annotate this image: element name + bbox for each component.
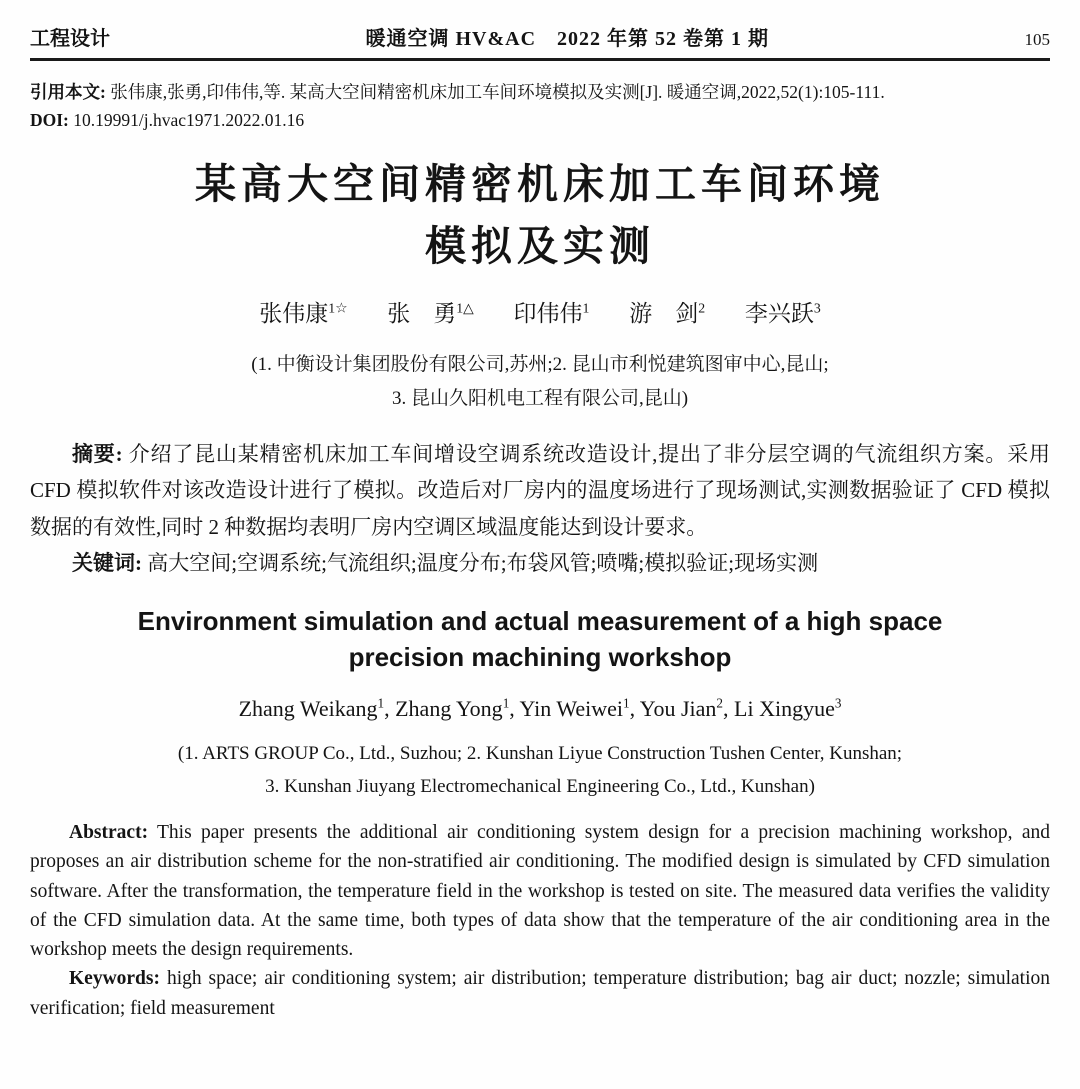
abstract-zh-text: 介绍了昆山某精密机床加工车间增设空调系统改造设计,提出了非分层空调的气流组织方案。采用 CFD 模拟软件对该改造设计进行了模拟。改造后对厂房内的温度场进行了现场测试,实测数据验证了 CFD 模拟数据的有效性,同时 2 种数据均表明厂房内空调区域温度能达到设计要求。 [30, 442, 1051, 539]
author-zh [745, 301, 821, 326]
author-en-name: Yin Weiwei [519, 695, 624, 721]
keywords-en-text: high space; air conditioning system; air distribution; temperature distribution; bag air duct; nozzle; simulation verification; field measurement [30, 968, 1051, 1019]
paper-title-en [30, 603, 1050, 676]
affiliation-zh-line1: (1. 中衡设计集团股份有限公司,苏州;2. 昆山市利悦建筑图审中心,昆山; [251, 354, 829, 375]
affiliation-en-line2: 3. Kunshan Jiuyang Electromechanical Engineering Co., Ltd., Kunshan) [265, 775, 815, 797]
page-number: 105 [1024, 30, 1050, 49]
author-separator: , [509, 695, 520, 721]
author-en [640, 696, 734, 721]
author-zh-sup: 3 [813, 300, 821, 316]
authors-zh [30, 295, 1050, 328]
abstract-zh [30, 436, 1050, 544]
author-zh-name: 张 勇 [387, 301, 457, 326]
citation-text: 张伟康,张勇,印伟伟,等. 某高大空间精密机床加工车间环境模拟及实测[J]. 暖通空调,2022,52(1):105-111. [110, 82, 885, 102]
doi-value: 10.19991/j.hvac1971.2022.01.16 [73, 110, 305, 130]
keywords-zh-label: 关键词: [72, 550, 142, 575]
author-en-name: You Jian [639, 695, 717, 721]
author-zh-sup: 1 [582, 300, 590, 316]
author-zh-name: 张伟康 [259, 301, 329, 326]
author-separator: , [384, 695, 396, 721]
author-zh [629, 301, 705, 326]
author-separator: , [629, 695, 640, 721]
paper-title-zh-line2: 模拟及实测 [425, 222, 655, 269]
keywords-zh [30, 545, 1050, 581]
abstract-en-text: This paper presents the additional air conditioning system design for a precision machining workshop, and proposes an air distribution scheme for the non-stratified air conditioning. The modified design is simulated by CFD simulation software. After the transformation, the temperature field in the workshop is tested on site. The measured data verifies the validity of the CFD simulation data. At the same time, both types of data show that the temperature of the air conditioning area in the workshop meets the design requirements. [30, 822, 1050, 961]
citation-line [30, 78, 1050, 134]
author-zh-sup: 2 [698, 300, 706, 316]
affiliations-zh [30, 348, 1050, 416]
author-en [239, 696, 396, 721]
keywords-en-label: Keywords: [69, 968, 160, 990]
journal-issue-label: 暖通空调 HV&AC 2022 年第 52 卷第 1 期 [365, 28, 770, 50]
keywords-zh-text: 高大空间;空调系统;气流组织;温度分布;布袋风管;喷嘴;模拟验证;现场实测 [147, 550, 819, 575]
running-head [30, 22, 1050, 51]
abstract-en-label: Abstract: [69, 822, 149, 844]
author-en-sup: 2 [716, 695, 724, 711]
section-label: 工程设计 [30, 28, 110, 50]
paper-title-zh [30, 154, 1050, 277]
paper-title-en-line1: Environment simulation and actual measurement of a high space [137, 605, 943, 636]
doi-label: DOI: [30, 110, 69, 130]
header-rule [30, 58, 1050, 61]
authors-en [30, 696, 1050, 722]
author-zh [387, 301, 474, 326]
abstract-en [30, 818, 1050, 964]
abstract-zh-label: 摘要: [72, 442, 123, 467]
author-en-name: Li Xingyue [734, 695, 835, 721]
citation-label: 引用本文: [30, 82, 106, 102]
author-zh-name: 游 剑 [629, 301, 699, 326]
author-zh [259, 301, 347, 326]
author-en-sup: 1 [623, 695, 630, 711]
author-separator: , [723, 695, 735, 721]
affiliations-en [30, 737, 1050, 804]
author-en [734, 696, 841, 721]
paper-title-zh-line1: 某高大空间精密机床加工车间环境 [195, 161, 885, 207]
author-en [519, 696, 639, 721]
author-en [395, 696, 519, 721]
author-en-name: Zhang Weikang [238, 695, 378, 721]
author-en-name: Zhang Yong [395, 695, 503, 721]
author-zh-name: 李兴跃 [744, 301, 814, 326]
affiliation-en-line1: (1. ARTS GROUP Co., Ltd., Suzhou; 2. Kunshan Liyue Construction Tushen Center, Kunshan; [177, 742, 903, 764]
author-en-sup: 1 [377, 695, 385, 711]
author-en-sup: 3 [834, 695, 842, 711]
paper-title-en-line2: precision machining workshop [348, 642, 732, 673]
author-zh-sup: 1△ [456, 300, 474, 316]
author-zh [514, 301, 590, 326]
affiliation-zh-line2: 3. 昆山久阳机电工程有限公司,昆山) [391, 388, 689, 410]
author-en-sup: 1 [502, 695, 510, 711]
author-zh-name: 印伟伟 [513, 301, 583, 326]
author-zh-sup: 1☆ [328, 300, 348, 316]
keywords-en [30, 964, 1050, 1023]
